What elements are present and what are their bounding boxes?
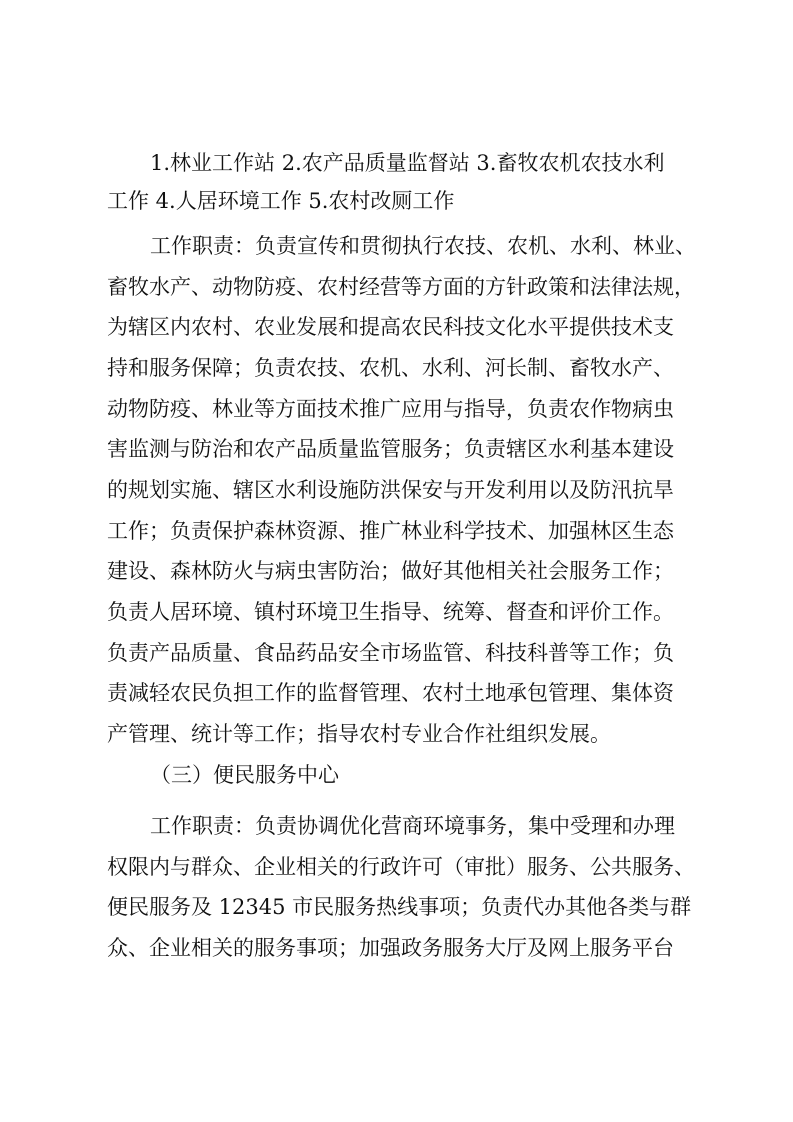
text-line: 畜牧水产、动物防疫、农村经营等方面的方针政策和法律法规，	[107, 275, 695, 299]
text-line: 持和服务保障；负责农技、农机、水利、河长制、畜牧水产、	[107, 356, 674, 380]
text-line: 1.林业工作站 2.农产品质量监督站 3.畜牧农机农技水利	[150, 151, 665, 175]
text-line: 负责人居环境、镇村环境卫生指导、统筹、督查和评价工作。	[107, 600, 674, 624]
text-line: 负责产品质量、食品药品安全市场监管、科技科普等工作；负	[107, 641, 674, 665]
text-line: 工作职责：负责宣传和贯彻执行农技、农机、水利、林业、	[150, 234, 696, 258]
text-line: 的规划实施、辖区水利设施防洪保安与开发利用以及防汛抗旱	[107, 478, 674, 502]
text-line: 工作职责：负责协调优化营商环境事务，集中受理和办理	[150, 814, 675, 838]
section-heading: （三）便民服务中心	[150, 763, 339, 787]
text-line: 众、企业相关的服务事项；加强政务服务大厅及网上服务平台	[107, 936, 674, 960]
text-line: 为辖区内农村、农业发展和提高农民科技文化水平提供技术支	[107, 315, 674, 339]
text-line: 工作 4.人居环境工作 5.农村改厕工作	[107, 189, 455, 213]
text-line: 害监测与防治和农产品质量监管服务；负责辖区水利基本建设	[107, 437, 674, 461]
text-line: 动物防疫、林业等方面技术推广应用与指导，负责农作物病虫	[107, 397, 674, 421]
text-line: 便民服务及 12345 市民服务热线事项；负责代办其他各类与群	[107, 895, 692, 919]
text-line: 工作；负责保护森林资源、推广林业科学技术、加强林区生态	[107, 519, 674, 543]
text-line: 权限内与群众、企业相关的行政许可（审批）服务、公共服务、	[107, 855, 695, 879]
text-line: 责减轻农民负担工作的监督管理、农村土地承包管理、集体资	[107, 681, 674, 705]
text-line: 建设、森林防火与病虫害防治；做好其他相关社会服务工作；	[107, 559, 674, 583]
text-line: 产管理、统计等工作；指导农村专业合作社组织发展。	[107, 722, 611, 746]
